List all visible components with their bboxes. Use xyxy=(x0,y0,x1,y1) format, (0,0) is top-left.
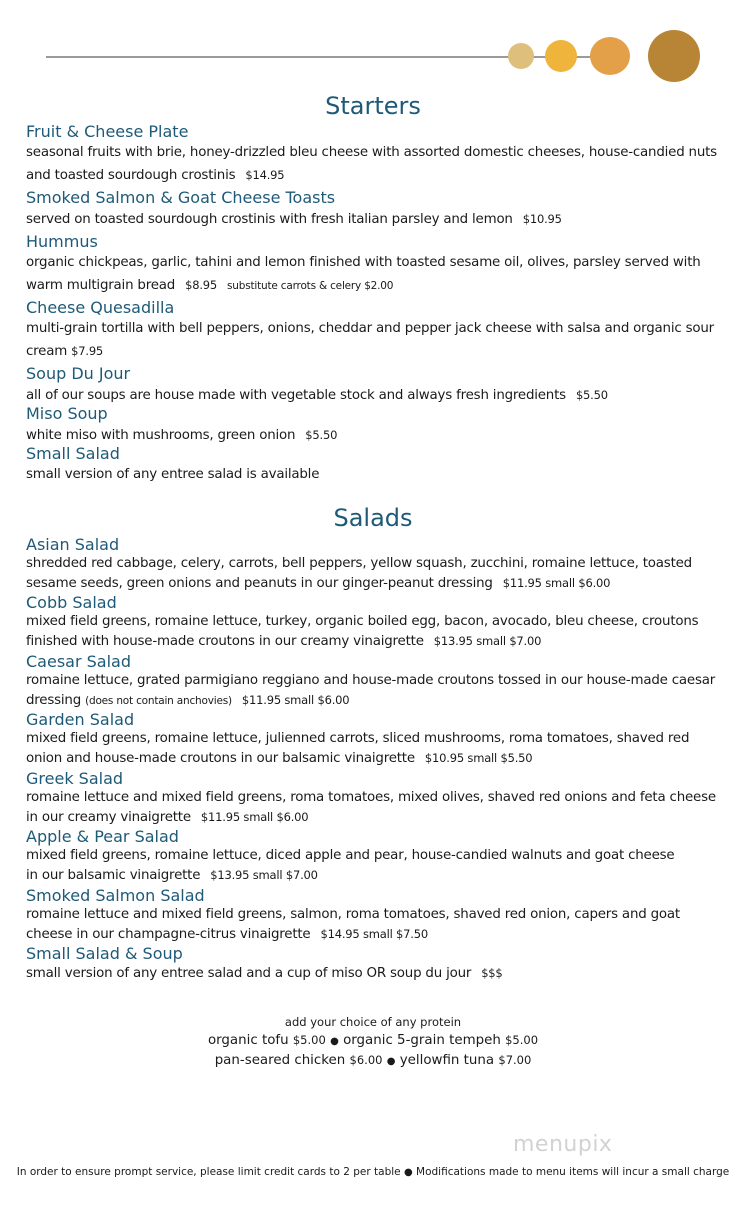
item-name: Miso Soup xyxy=(26,404,108,423)
protein-price: $7.00 xyxy=(498,1053,532,1067)
bullet-icon: ● xyxy=(386,1056,396,1067)
protein-line xyxy=(0,1031,746,1051)
footer-left: In order to ensure prompt service, please limit credit cards to 2 per table xyxy=(16,1166,401,1178)
item-price: $8.95 xyxy=(185,278,218,292)
item-price: $13.95 small $7.00 xyxy=(210,867,318,882)
item-description: seasonal fruits with brie, honey-drizzled bleu cheese with assorted domestic cheeses, house-candied nuts and toasted sourdough crostinis $14.95 xyxy=(26,145,717,183)
decorative-circle xyxy=(508,43,534,69)
item-description: mixed field greens, romaine lettuce, turkey, organic boiled egg, bacon, avocado, bleu cheese, croutons finished with house-made croutons in our creamy vinaigrette $13.95 small $7.00 xyxy=(26,614,699,649)
protein-price: $5.00 xyxy=(505,1033,539,1047)
item-name: Smoked Salmon Salad xyxy=(26,886,205,905)
menu-item xyxy=(26,298,726,363)
protein-addons xyxy=(0,1013,746,1071)
item-description: all of our soups are house made with vegetable stock and always fresh ingredients $5.50 xyxy=(26,388,608,403)
menu-item xyxy=(26,232,726,297)
menu-item xyxy=(26,593,726,651)
watermark: menupix xyxy=(513,1132,613,1157)
menu-item xyxy=(26,364,726,407)
item-description: shredded red cabbage, celery, carrots, bell peppers, yellow squash, zucchini, romaine lettuce, toasted sesame seeds, green onions and peanuts in our ginger-peanut dressing $11.95 small $6.00 xyxy=(26,556,692,591)
item-name: Asian Salad xyxy=(26,535,120,554)
menu-item xyxy=(26,769,726,827)
decorative-circle xyxy=(545,40,577,72)
protein-heading: add your choice of any protein xyxy=(284,1015,462,1029)
menu-item xyxy=(26,404,726,447)
item-price: $13.95 small $7.00 xyxy=(433,633,542,648)
item-note: substitute carrots & celery $2.00 xyxy=(227,280,394,292)
item-description: white miso with mushrooms, green onion $5.50 xyxy=(26,428,338,443)
item-name: Apple & Pear Salad xyxy=(26,827,179,846)
menu-item xyxy=(26,122,726,187)
item-price: $5.50 xyxy=(575,388,608,402)
salads-title: Salads xyxy=(333,504,413,532)
menu-item xyxy=(26,710,726,768)
item-price: $14.95 small $7.50 xyxy=(320,926,428,941)
item-name: Small Salad xyxy=(26,444,120,463)
item-description: organic chickpeas, garlic, tahini and lemon finished with toasted sesame oil, olives, parsley served with warm multigrain bread $8.95 substitute carrots & celery $2.00 xyxy=(26,255,701,293)
item-name: Cheese Quesadilla xyxy=(26,298,175,317)
item-description: multi-grain tortilla with bell peppers, onions, cheddar and pepper jack cheese with salsa and organic sour cream $7.95 xyxy=(26,321,714,359)
item-description: mixed field greens, romaine lettuce, diced apple and pear, house-candied walnuts and goat cheese in our balsamic vinaigrette $13.95 small $7.00 xyxy=(26,848,675,883)
item-price: $$$ xyxy=(481,966,503,980)
protein-name: organic tofu xyxy=(207,1033,289,1048)
item-name: Cobb Salad xyxy=(26,593,117,612)
bullet-icon: ● xyxy=(330,1036,339,1047)
item-description: romaine lettuce, grated parmigiano reggiano and house-made croutons tossed in our house-made caesar dressing (does not contain anchovies) $11.95 small $6.00 xyxy=(26,673,716,708)
menu-item xyxy=(26,188,726,231)
menu-item xyxy=(26,652,726,710)
menu-item xyxy=(26,535,726,593)
decorative-circle xyxy=(648,30,700,82)
item-price: $14.95 xyxy=(245,168,285,182)
item-description: small version of any entree salad and a cup of miso OR soup du jour $$$ xyxy=(26,966,503,981)
menu-item xyxy=(26,944,726,984)
item-note: (does not contain anchovies) xyxy=(85,694,232,707)
item-price: $11.95 small $6.00 xyxy=(200,809,309,824)
item-description: romaine lettuce and mixed field greens, roma tomatoes, mixed olives, shaved red onions and feta cheese in our creamy vinaigrette $11.95 small $6.00 xyxy=(26,790,716,825)
item-name: Fruit & Cheese Plate xyxy=(26,122,189,141)
item-description: romaine lettuce and mixed field greens, salmon, roma tomatoes, shaved red onion, capers and goat cheese in our champagne-citrus vinaigrette $14.95 small $7.50 xyxy=(26,907,680,942)
item-name: Caesar Salad xyxy=(26,652,131,671)
protein-name: yellowfin tuna xyxy=(399,1053,495,1068)
footer-note xyxy=(0,1166,746,1178)
item-name: Small Salad & Soup xyxy=(26,944,183,963)
item-name: Garden Salad xyxy=(26,710,135,729)
item-name: Soup Du Jour xyxy=(26,364,131,383)
menu-item xyxy=(26,886,726,944)
item-name: Smoked Salmon & Goat Cheese Toasts xyxy=(26,188,336,207)
item-price: $10.95 small $5.50 xyxy=(424,750,533,765)
footer-right: Modifications made to menu items will incur a small charge xyxy=(416,1166,730,1178)
protein-name: pan-seared chicken xyxy=(214,1053,346,1068)
item-price: $11.95 small $6.00 xyxy=(241,692,350,707)
item-name: Hummus xyxy=(26,232,98,251)
protein-price: $5.00 xyxy=(292,1033,326,1047)
protein-line xyxy=(0,1051,746,1071)
menu-item xyxy=(26,827,726,885)
item-description: served on toasted sourdough crostinis with fresh italian parsley and lemon $10.95 xyxy=(26,212,562,227)
item-description: mixed field greens, romaine lettuce, julienned carrots, sliced mushrooms, roma tomatoes, shaved red onion and house-made croutons in our balsamic vinaigrette $10.95 small $5.50 xyxy=(26,731,690,766)
item-description: small version of any entree salad is available xyxy=(26,467,320,482)
protein-price: $6.00 xyxy=(349,1053,383,1067)
item-price: $7.95 xyxy=(71,344,104,358)
protein-name: organic 5-grain tempeh xyxy=(343,1033,501,1048)
item-price: $11.95 small $6.00 xyxy=(502,575,611,590)
item-price: $10.95 xyxy=(522,212,562,226)
decorative-circle xyxy=(590,37,630,75)
item-price: $5.50 xyxy=(305,428,338,442)
menu-item xyxy=(26,444,726,486)
item-name: Greek Salad xyxy=(26,769,124,788)
starters-title: Starters xyxy=(325,92,421,120)
bullet-icon: ● xyxy=(403,1167,413,1178)
